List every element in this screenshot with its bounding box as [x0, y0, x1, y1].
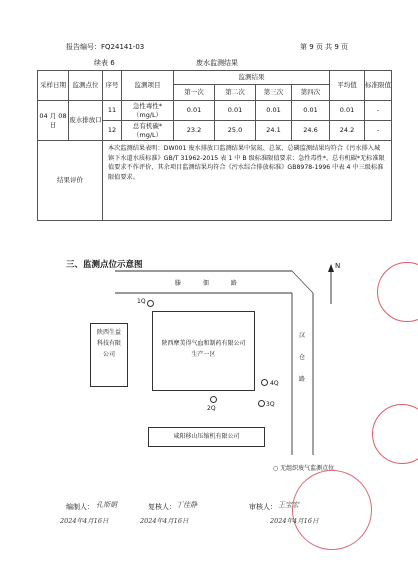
- r2-cell: 0.01: [215, 101, 256, 121]
- table-title: 废水监测结果: [196, 59, 238, 67]
- header-avg: 平均值: [330, 71, 365, 101]
- r3-cell: 24.1: [256, 121, 292, 141]
- no-cell: 11: [103, 101, 122, 121]
- reviewer-signature: 丁佳静: [176, 501, 197, 509]
- conclusion-text: 本次监测结果表明：DW001 废水排放口监测结果中氨氮、总氮、总磷监测结果均符合《污水排入城镇下水道水质标准》GB/T 31962-2015 表 1 中 B 级标准限值要求；急性毒性*、总有机碳*无标准限值要求不作评价，其余项目监测结果均符合《污水综合排放标准》GB8978-1996 中表 4 中三级标准限值要求。: [103, 141, 392, 221]
- header-results: 监测结果: [174, 71, 330, 85]
- point-4q-label: 4Q: [270, 380, 279, 387]
- site-cell: 废水排放口: [69, 101, 103, 141]
- building-center-label: 陕西摩美得气血和制药有限公司生产一区: [161, 340, 246, 358]
- header-r1: 第一次: [174, 85, 215, 101]
- approver-label: 审核人：: [249, 503, 277, 511]
- item-cell: 急性毒性*（mg/L）: [122, 101, 174, 121]
- header-r2: 第二次: [215, 85, 256, 101]
- north-label: N: [335, 262, 341, 270]
- writer-signature: 孔斯娟: [96, 501, 117, 509]
- reviewer-date: 2024年4月16日: [140, 517, 189, 525]
- approver-date: 2024年4月16日: [270, 517, 319, 525]
- r1-cell: 23.2: [174, 121, 215, 141]
- point-2q-label: 2Q: [207, 405, 216, 412]
- report-number-label: 报告编号：: [66, 43, 101, 51]
- building-bottom: [148, 427, 265, 447]
- header-date: 采样日期: [38, 71, 69, 101]
- no-cell: 12: [103, 121, 122, 141]
- header-no: 序号: [103, 71, 122, 101]
- header-limit: 标准限值: [365, 71, 392, 101]
- limit-cell: -: [365, 101, 392, 121]
- building-bottom-label: 咸阳移山压缩机有限公司: [173, 433, 240, 440]
- r4-cell: 24.6: [292, 121, 330, 141]
- item-cell: 总有机碳*（mg/L）: [122, 121, 174, 141]
- section-title: 三、监测点位示意图: [66, 260, 143, 270]
- point-3q-marker: [258, 400, 265, 407]
- header-item: 监测项目: [122, 71, 174, 101]
- limit-cell: -: [365, 121, 392, 141]
- map-legend: ○ 无组织废气监测点位: [273, 465, 335, 472]
- approver-signature: 王宝宏: [278, 501, 299, 509]
- point-1q-marker: [147, 300, 154, 307]
- building-left: [90, 323, 128, 387]
- road-right-label: 汉 仓 路: [299, 332, 306, 383]
- test-report-seal: [292, 470, 372, 550]
- point-2q-marker: [210, 396, 217, 403]
- r3-cell: 0.01: [256, 101, 292, 121]
- avg-cell: 0.01: [330, 101, 365, 121]
- header-r3: 第三次: [256, 85, 292, 101]
- r4-cell: 0.01: [292, 101, 330, 121]
- conclusion-label: 结果评价: [38, 141, 103, 221]
- continue-label: 续表 6: [94, 59, 115, 67]
- header-r4: 第四次: [292, 85, 330, 101]
- building-center: [152, 311, 255, 391]
- point-1q-label: 1Q: [137, 298, 146, 305]
- road-top-label: 滕 佃 路: [175, 280, 247, 287]
- writer-label: 编制人：: [66, 503, 94, 511]
- header-site: 监测点位: [69, 71, 103, 101]
- point-4q-marker: [261, 379, 268, 386]
- report-number-value: FQ24141-03: [101, 43, 145, 51]
- building-left-label: 陕西生益科技有限公司: [96, 329, 121, 358]
- avg-cell: 24.2: [330, 121, 365, 141]
- r2-cell: 25.0: [215, 121, 256, 141]
- r1-cell: 0.01: [174, 101, 215, 121]
- reviewer-label: 复核人：: [148, 503, 176, 511]
- date-cell: 04 月 08 日: [38, 101, 69, 141]
- writer-date: 2024年4月16日: [60, 517, 109, 525]
- point-3q-label: 3Q: [266, 401, 275, 408]
- page-info: 第 9 页 共 9 页: [300, 43, 349, 51]
